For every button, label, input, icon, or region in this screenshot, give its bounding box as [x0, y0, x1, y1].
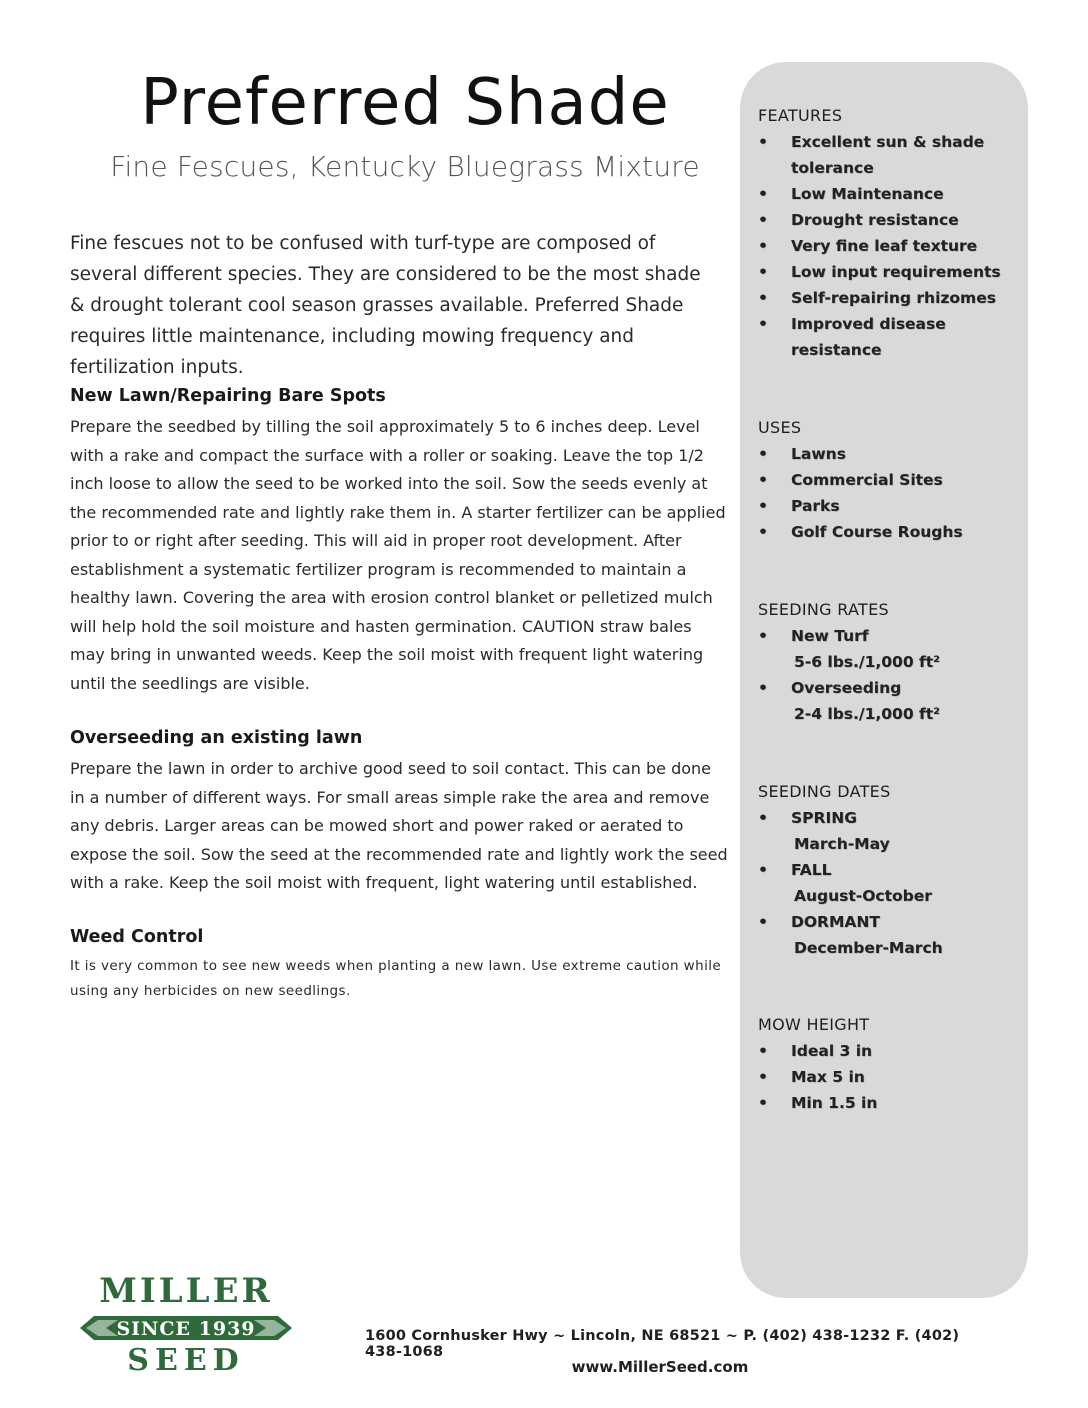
list-item [758, 675, 1018, 727]
new-lawn-body: Prepare the seedbed by tilling the soil approximately 5 to 6 inches deep. Level with a rake and compact the surface with a roller or soaking. Leave the top 1/2 inch loose to allow the seed to be worked into the soil. Sow the seeds evenly at the recommended rate and lightly rake them in. A starter fertilizer can be applied prior to or right after seeding. This will aid in proper root development. After establishment a systematic fertilizer program is recommended to maintain a healthy lawn. Covering the area with erosion control blanket or pelletized mulch will help hold the soil moisture and hasten germination. CAUTION straw bales may bring in unwanted weeds. Keep the soil moist with frequent light watering until the seedlings are visible. [70, 417, 726, 693]
season-label: SPRING [791, 809, 857, 827]
seeding-dates-heading: SEEDING DATES [758, 782, 891, 801]
list-item [758, 1090, 1018, 1116]
bullet-icon: • [758, 679, 768, 697]
logo-miller-text: MILLER [99, 1271, 273, 1311]
rate-label: New Turf [791, 627, 869, 645]
list-item [758, 233, 1018, 259]
feature-text: Low input requirements [791, 263, 1001, 281]
website-link[interactable]: www.MillerSeed.com [571, 1358, 749, 1376]
overseeding-heading: Overseeding an existing lawn [70, 728, 363, 748]
bullet-icon: • [758, 263, 768, 281]
list-item [758, 441, 1018, 467]
list-item [758, 181, 1018, 207]
miller-seed-logo [78, 1270, 294, 1374]
season-label: FALL [791, 861, 832, 879]
page-subtitle: Fine Fescues, Kentucky Bluegrass Mixture [110, 150, 700, 183]
feature-text: Self-repairing rhizomes [791, 289, 996, 307]
list-item [758, 909, 1018, 961]
contact-info: 1600 Cornhusker Hwy ~ Lincoln, NE 68521 ~ P. (402) 438-1232 F. (402) 438-1068 [365, 1328, 960, 1360]
feature-text: Excellent sun & shade tolerance [791, 133, 985, 177]
seeding-rates-heading: SEEDING RATES [758, 600, 889, 619]
list-item [758, 805, 1018, 857]
seeding-rates-list [758, 623, 1018, 727]
use-text: Golf Course Roughs [791, 523, 963, 541]
new-lawn-heading: New Lawn/Repairing Bare Spots [70, 386, 386, 406]
bullet-icon: • [758, 471, 768, 489]
logo-seed-text: SEED [127, 1343, 245, 1374]
weed-control-body: It is very common to see new weeds when planting a new lawn. Use extreme caution while using any herbicides on new seedlings. [70, 958, 722, 999]
bullet-icon: • [758, 185, 768, 203]
seeding-dates-list [758, 805, 1018, 961]
list-item [758, 259, 1018, 285]
list-item [758, 129, 1018, 181]
mow-text: Max 5 in [791, 1068, 865, 1086]
logo-since-text: SINCE 1939 [116, 1318, 256, 1340]
bullet-icon: • [758, 211, 768, 229]
list-item [758, 623, 1018, 675]
use-text: Lawns [791, 445, 846, 463]
bullet-icon: • [758, 497, 768, 515]
list-item [758, 311, 1018, 363]
mow-height-section [758, 1015, 1018, 1116]
bullet-icon: • [758, 627, 768, 645]
weed-control-heading: Weed Control [70, 927, 204, 947]
feature-text: Drought resistance [791, 211, 959, 229]
overseeding-body: Prepare the lawn in order to archive good seed to soil contact. This can be done in a number of different ways. For small areas simple rake the area and remove any debris. Larger areas can be mowed short and power raked or aerated to expose the soil. Sow the seed at the recommended rate and lightly work the seed with a rake. Keep the soil moist with frequent, light watering until established. [70, 759, 728, 892]
feature-text: Low Maintenance [791, 185, 944, 203]
list-item [758, 207, 1018, 233]
page-title: Preferred Shade [140, 66, 670, 140]
bullet-icon: • [758, 861, 768, 879]
mow-text: Min 1.5 in [791, 1094, 878, 1112]
list-item [758, 519, 1018, 545]
list-item [758, 467, 1018, 493]
season-label: DORMANT [791, 913, 880, 931]
season-range: March-May [794, 835, 890, 853]
bullet-icon: • [758, 523, 768, 541]
rate-value: 2-4 lbs./1,000 ft² [794, 705, 940, 723]
mow-text: Ideal 3 in [791, 1042, 873, 1060]
bullet-icon: • [758, 1094, 768, 1112]
use-text: Commercial Sites [791, 471, 943, 489]
season-range: August-October [794, 887, 932, 905]
uses-list [758, 441, 1018, 545]
list-item [758, 1064, 1018, 1090]
feature-text: Very fine leaf texture [791, 237, 978, 255]
seeding-dates-section [758, 782, 1018, 961]
list-item [758, 857, 1018, 909]
bullet-icon: • [758, 1068, 768, 1086]
list-item [758, 493, 1018, 519]
season-range: December-March [794, 939, 943, 957]
bullet-icon: • [758, 315, 768, 333]
rate-label: Overseeding [791, 679, 902, 697]
list-item [758, 1038, 1018, 1064]
bullet-icon: • [758, 237, 768, 255]
uses-heading: USES [758, 418, 802, 437]
mow-height-heading: MOW HEIGHT [758, 1015, 870, 1034]
bullet-icon: • [758, 289, 768, 307]
rate-value: 5-6 lbs./1,000 ft² [794, 653, 940, 671]
mow-height-list [758, 1038, 1018, 1116]
bullet-icon: • [758, 913, 768, 931]
uses-section [758, 418, 1018, 545]
intro-paragraph: Fine fescues not to be confused with turf-type are composed of several different species. They are considered to be the most shade & drought tolerant cool season grasses available. Preferred Shade requires little maintenance, including mowing frequency and fertilization inputs. [70, 233, 701, 378]
seeding-rates-section [758, 600, 1018, 727]
bullet-icon: • [758, 809, 768, 827]
bullet-icon: • [758, 133, 768, 151]
bullet-icon: • [758, 1042, 768, 1060]
features-heading: FEATURES [758, 106, 843, 125]
list-item [758, 285, 1018, 311]
use-text: Parks [791, 497, 840, 515]
feature-text: Improved disease resistance [791, 315, 946, 359]
features-list [758, 129, 1018, 363]
features-section [758, 106, 1018, 363]
bullet-icon: • [758, 445, 768, 463]
